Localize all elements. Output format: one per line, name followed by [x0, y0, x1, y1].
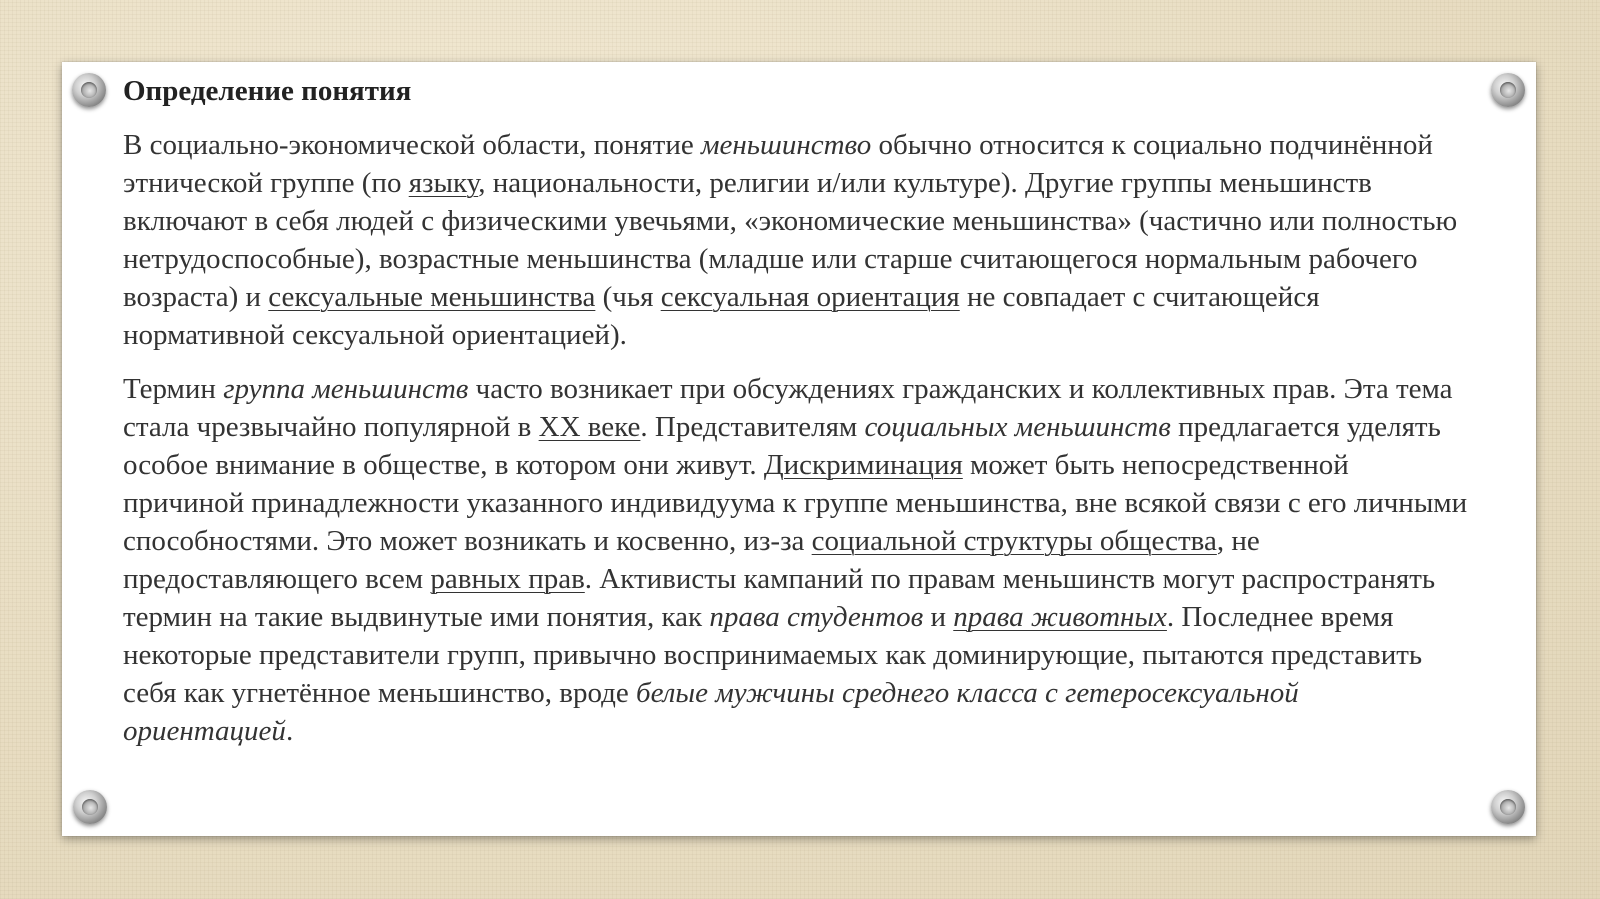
text-run: . Последнее время некоторые представители групп, привычно воспринимаемых как доминирующие, пытаются представить себя как угнетённое меньшинство, вроде: [123, 600, 1423, 709]
link-equal-rights[interactable]: равных прав: [430, 562, 585, 595]
text-run: В социально-экономической области, понятие: [123, 129, 701, 161]
text-run: . Активисты кампаний по правам меньшинств могут распространять термин на такие выдвинутые ими понятия, как: [123, 562, 1436, 633]
link-social-structure[interactable]: социальной структуры общества: [811, 525, 1217, 558]
italic-term: социальных меньшинств: [864, 411, 1171, 444]
pin-icon: [1491, 790, 1525, 824]
text-run: предлагается уделять особое внимание в обществе, в котором они живут.: [123, 411, 1441, 482]
paragraph-1: [123, 127, 1468, 354]
paragraph-2: [123, 371, 1468, 750]
italic-term: белые мужчины среднего класса с гетеросексуальной ориентацией: [123, 676, 1299, 747]
italic-term: группа меньшинств: [223, 373, 469, 406]
slide-content: [123, 72, 1468, 751]
link-discrimination[interactable]: Дискриминация: [763, 449, 963, 482]
pin-icon: [72, 73, 106, 107]
text-run: (чья: [595, 280, 661, 313]
italic-term: права студентов: [709, 600, 924, 633]
link-xx-century[interactable]: XX веке: [538, 411, 641, 444]
link-sexual-orientation[interactable]: сексуальная ориентация: [660, 280, 960, 313]
pin-icon: [1491, 73, 1525, 107]
text-run: Термин: [123, 373, 224, 406]
slide-title: Определение понятия: [123, 75, 412, 107]
link-animal-rights[interactable]: права животных: [953, 600, 1167, 633]
text-run: может быть непосредственной причиной принадлежности указанного индивидуума к группе меньшинства, вне всякой связи с его личными способностями. Это может возникать и косвенно, из-за: [123, 449, 1468, 558]
text-run: и: [923, 600, 954, 633]
link-sexual-minorities[interactable]: сексуальные меньшинства: [268, 280, 596, 313]
text-run: , национальности, религии и/или культуре). Другие группы меньшинств включают в себя людей с физическими увечьями, «экономические меньшинства» (частично или полностью нетрудоспособные), возрастные меньшинства (младше или старше считающегося нормальным рабочего возраста) и: [123, 166, 1458, 313]
text-run: не совпадает с считающейся нормативной сексуальной ориентацией).: [123, 280, 1320, 351]
text-run: обычно относится к социально подчинённой этнической группе (по: [123, 129, 1433, 199]
text-run: , не предоставляющего всем: [123, 525, 1260, 595]
pin-icon: [73, 790, 107, 824]
text-run: .: [285, 714, 294, 747]
link-language[interactable]: языку: [408, 166, 479, 199]
text-run: часто возникает при обсуждениях гражданских и коллективных прав. Эта тема стала чрезвычайно популярной в: [123, 373, 1453, 444]
text-run: . Представителям: [640, 411, 865, 444]
italic-term: меньшинство: [700, 129, 872, 161]
